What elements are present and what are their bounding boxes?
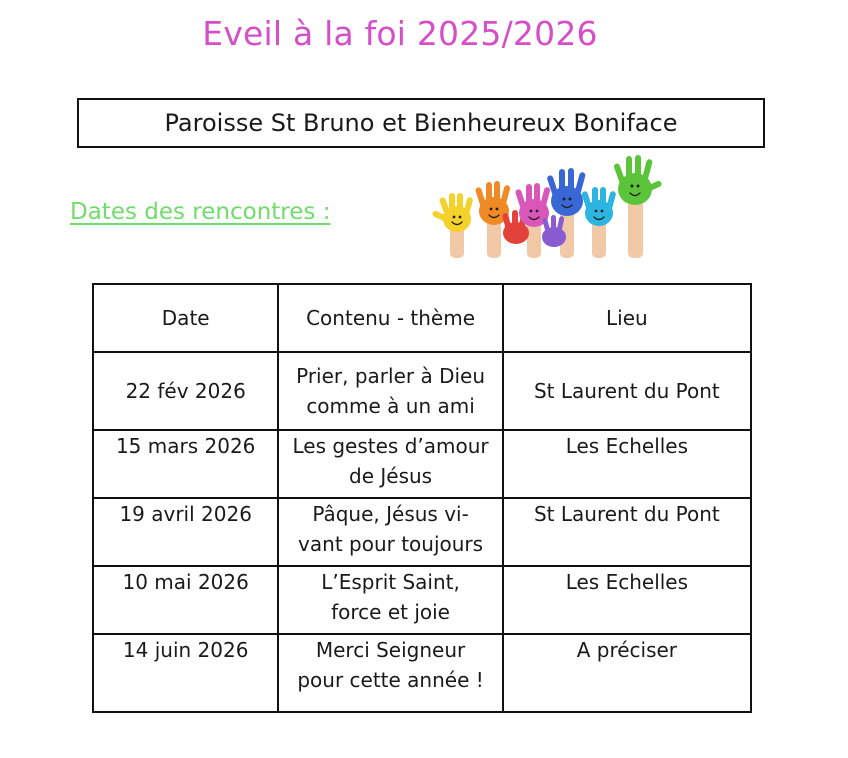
cell-place: A préciser bbox=[503, 634, 751, 712]
table-row bbox=[93, 430, 751, 498]
table-header-row bbox=[93, 284, 751, 352]
header-place: Lieu bbox=[503, 284, 751, 352]
table-row bbox=[93, 352, 751, 430]
cell-theme-line: vant pour toujours bbox=[298, 532, 484, 556]
cell-theme-line: pour cette année ! bbox=[297, 668, 484, 692]
cell-date: 14 juin 2026 bbox=[93, 634, 278, 712]
page-title: Eveil à la foi 2025/2026 bbox=[202, 14, 598, 53]
table-row bbox=[93, 498, 751, 566]
colorful-hands-icon bbox=[432, 155, 664, 258]
yellow-hand bbox=[432, 193, 473, 232]
cell-theme-line: L’Esprit Saint, bbox=[321, 570, 460, 594]
cell-theme-line: force et joie bbox=[331, 600, 450, 624]
green-hand bbox=[613, 155, 662, 205]
cell-theme bbox=[278, 634, 502, 712]
parish-box bbox=[77, 98, 765, 148]
header-theme: Contenu - thème bbox=[278, 284, 502, 352]
cell-theme-line: Prier, parler à Dieu bbox=[296, 364, 486, 388]
cell-theme-line: Merci Seigneur bbox=[315, 638, 466, 662]
cell-theme-line: comme à un ami bbox=[306, 394, 475, 418]
cell-theme-line: de Jésus bbox=[349, 464, 433, 488]
cell-theme bbox=[278, 498, 502, 566]
cell-date: 19 avril 2026 bbox=[93, 498, 278, 566]
schedule-table bbox=[92, 283, 752, 713]
dates-heading: Dates des rencontres : bbox=[70, 199, 331, 225]
table-row bbox=[93, 566, 751, 634]
purple-hand bbox=[542, 215, 566, 247]
cell-theme-line: Les gestes d’amour bbox=[292, 434, 489, 458]
cell-place: Les Echelles bbox=[503, 566, 751, 634]
cell-date: 22 fév 2026 bbox=[93, 352, 278, 430]
cell-place: St Laurent du Pont bbox=[503, 352, 751, 430]
cell-place: Les Echelles bbox=[503, 430, 751, 498]
cell-place: St Laurent du Pont bbox=[503, 498, 751, 566]
cell-date: 15 mars 2026 bbox=[93, 430, 278, 498]
cell-date: 10 mai 2026 bbox=[93, 566, 278, 634]
parish-name: Paroisse St Bruno et Bienheureux Boniface bbox=[164, 109, 678, 137]
cell-theme bbox=[278, 566, 502, 634]
header-date: Date bbox=[93, 284, 278, 352]
cell-theme-line: Pâque, Jésus vi- bbox=[312, 502, 469, 526]
blue-hand bbox=[546, 168, 586, 216]
table-row bbox=[93, 634, 751, 712]
cell-theme bbox=[278, 430, 502, 498]
cell-theme bbox=[278, 352, 502, 430]
